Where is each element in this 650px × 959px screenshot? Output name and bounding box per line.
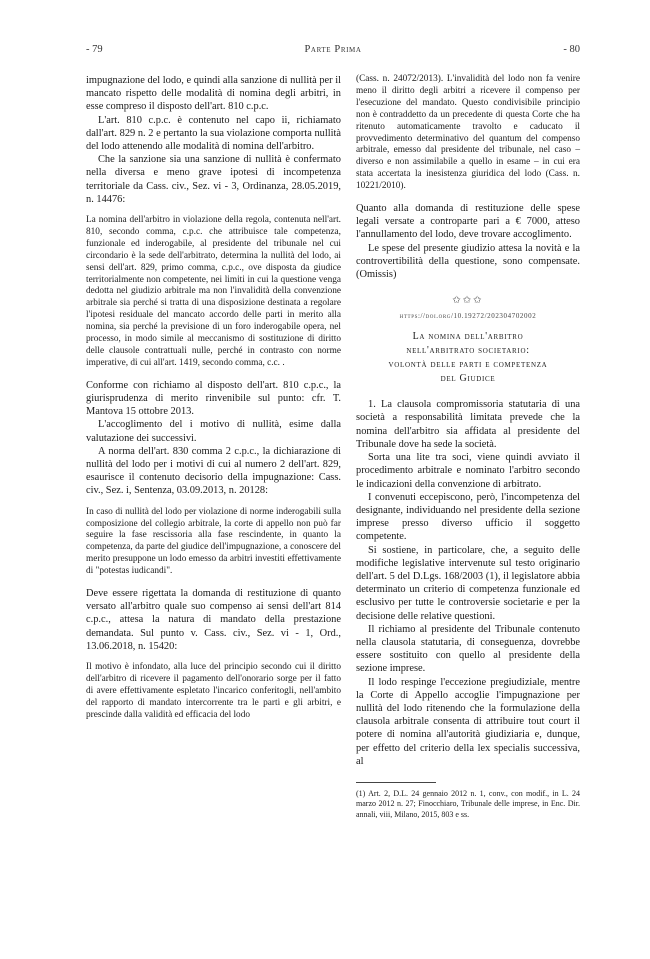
- section-separator-stars: ✩✩✩: [452, 295, 484, 307]
- right-column: [356, 74, 580, 820]
- section-title-line: nell'arbitrato societario:: [406, 345, 530, 357]
- paragraph: Il lodo respinge l'eccezione pregiudiziale, mentre la Corte di Appello accoglie l'impugnazione per nullità del lodo ritenendo che la formulazione della clausola arbitrale consenta di attribuire tout court il potere di nomina all'autorità giudiziaria e, dunque, per effetto del criterio della lex specialis successiva, al: [356, 676, 580, 767]
- page-number-left: - 79: [86, 44, 103, 55]
- section-title: [356, 330, 580, 386]
- paragraph: Le spese del presente giudizio attesa la novità e la controvertibilità della questione, sono compensate. (Omissis): [356, 242, 580, 281]
- paragraph: Si sostiene, in particolare, che, a seguito delle modifiche legislative intervenute sul testo originario dell'art. 5 del D.Lgs. 168/2003 (1), il legislatore abbia determinato un criterio di competenza funzionale ed esclusivo per tutte le controversie societarie e per la decisione delle relative questioni.: [356, 544, 580, 622]
- block-quote: Il motivo è infondato, alla luce del principio secondo cui il diritto dell'arbitro di ricevere il pagamento dell'onorario sorge per il fatto di avere effettivamente espletato l'incarico conferitogli, nell'ambito del rapporto di mandato intercorrente tra le parti e gli arbitri, e prescinde dalla validità ed efficacia del lodo: [86, 662, 341, 720]
- running-header: [86, 44, 580, 58]
- paragraph: impugnazione del lodo, e quindi alla sanzione di nullità per il mancato rispetto delle modalità di nomina degli arbitri, in esse compreso il disposto dell'art. 810 c.p.c.: [86, 75, 341, 113]
- paragraph: Il richiamo al presidente del Tribunale contenuto nella clausola statutaria, di conseguenza, dovrebbe essere sostituito con quello al presidente della sezione imprese.: [356, 623, 580, 675]
- footnote-rule: [356, 782, 436, 783]
- block-quote: La nomina dell'arbitro in violazione della regola, contenuta nell'art. 810, secondo comma, c.p.c. che attribuisce tale competenza, funzionale ed inderogabile, al presidente del tribunale nel cui circondario è la sede dell'arbitrato, determina la nullità del lodo, ai sensi dell'art. 829, primo comma, c.p.c., ove disposta da giudice territorialmente non competente, nei limiti in cui la questione venga dedotta nel giudizio arbitrale ma non l'invalidità della convenzione arbitrale sia perché si tratta di una disposizione destinata a regolare l'ipotesi residuale del mancato accordo delle parti in merito alla nomina, sia perché la previsione di un foro inderogabile opera, nel processo, in modo simile al meccanismo di sostituzione di diritto delle clausole contrattuali nulle, perché in contrasto con norme imperative, di cui all'art. 1419, secondo comma, c.c. .: [86, 215, 341, 368]
- section-title-line: volontà delle parti e competenza: [388, 359, 548, 371]
- paragraph: I convenuti eccepiscono, però, l'incompetenza del designante, individuando nel presidente della sezione imprese presso diverso ufficio il soggetto competente.: [356, 491, 580, 543]
- paragraph: Quanto alla domanda di restituzione delle spese legali versate a controparte pari a € 7000, atteso l'annullamento del lodo, deve trovare accoglimento.: [356, 203, 580, 241]
- page-number-right: - 80: [563, 44, 580, 55]
- paragraph: A norma dell'art. 830 comma 2 c.p.c., la dichiarazione di nullità del lodo per i motivi di cui al numero 2 dell'art. 829, esaurisce il contenuto decisorio della impugnazione: Cass. civ., Sez. i, Sentenza, 03.09.2013, n. 20128:: [86, 445, 341, 497]
- section-title-line: del Giudice: [440, 373, 496, 385]
- paragraph: Conforme con richiamo al disposto dell'art. 810 c.p.c., la giurisprudenza di merito rinvenibile sul punto: cfr. T. Mantova 15 ottobre 2013.: [86, 379, 341, 418]
- paragraph: L'art. 810 c.p.c. è contenuto nel capo ii, richiamato dall'art. 829 n. 2 e pertanto la sua violazione comporta nullità del lodo attenendo alle modalità di nomina dell'arbitro.: [86, 114, 341, 153]
- paragraph: 1. La clausola compromissoria statutaria di una società a responsabilità limitata prevede che la nomina dell'arbitro sia affidata al presidente del Tribunale dove ha sede la società.: [356, 399, 580, 450]
- block-quote: In caso di nullità del lodo per violazione di norme inderogabili sulla composizione del collegio arbitrale, la corte di appello non può far seguire la fase rescissoria alla fase rescindente, in quanto la competenza, da parte del giudice dell'impugnazione, a conoscere del merito presuppone un lodo emesso da arbitri investiti effettivamente di "potestas iudicandi".: [86, 506, 341, 577]
- section-title-line: La nomina dell'arbitro: [412, 331, 524, 343]
- block-quote: (Cass. n. 24072/2013). L'invalidità del lodo non fa venire meno il diritto degli arbitri a ricevere il compenso per l'esecuzione del mandato. Questo condivisibile principio non è contraddetto da un precedente di questa Corte che ha ritenuto automaticamente travolto e caducato il provvedimento determinativo del quantum del compenso arbitrale, emesso dal presidente del tribunale, nel caso – diverso e non assimilabile a quello in esame – in cui era stata accertata la inesistenza giuridica del lodo (Cass. n. 10221/2010).: [356, 74, 580, 192]
- paragraph: Sorta una lite tra soci, viene quindi avviato il procedimento arbitrale e nominato l'arbitro secondo le indicazioni della convenzione di arbitrato.: [356, 452, 580, 490]
- running-title: Parte Prima: [304, 44, 362, 55]
- left-column: [86, 74, 341, 731]
- paragraph: Che la sanzione sia una sanzione di nullità è confermato nella diversa e meno grave ipotesi di incompetenza territoriale da Cass. civ., Sez. vi - 3, Ordinanza, 28.05.2019, n. 14476:: [86, 154, 341, 205]
- paragraph: Deve essere rigettata la domanda di restituzione di quanto versato all'arbitro quale suo compenso ai sensi dell'art 814 c.p.c., attesa la natura di mandato della prestazione demandata. Sul punto v. Cass. civ., Sez. vi - 1, Ord., 13.06.2018, n. 15420:: [86, 588, 341, 652]
- paragraph: L'accoglimento del i motivo di nullità, esime dalla valutazione dei successivi.: [86, 419, 341, 444]
- doi-link[interactable]: https://doi.org/10.19272/202304702002: [399, 312, 537, 321]
- footnote: (1) Art. 2, D.L. 24 gennaio 2012 n. 1, conv., con modif., in L. 24 marzo 2012 n. 27; Finocchiaro, Tribunale delle imprese, in Enc. Dir. annali, viii, Milano, 2015, 803 e ss.: [356, 788, 580, 819]
